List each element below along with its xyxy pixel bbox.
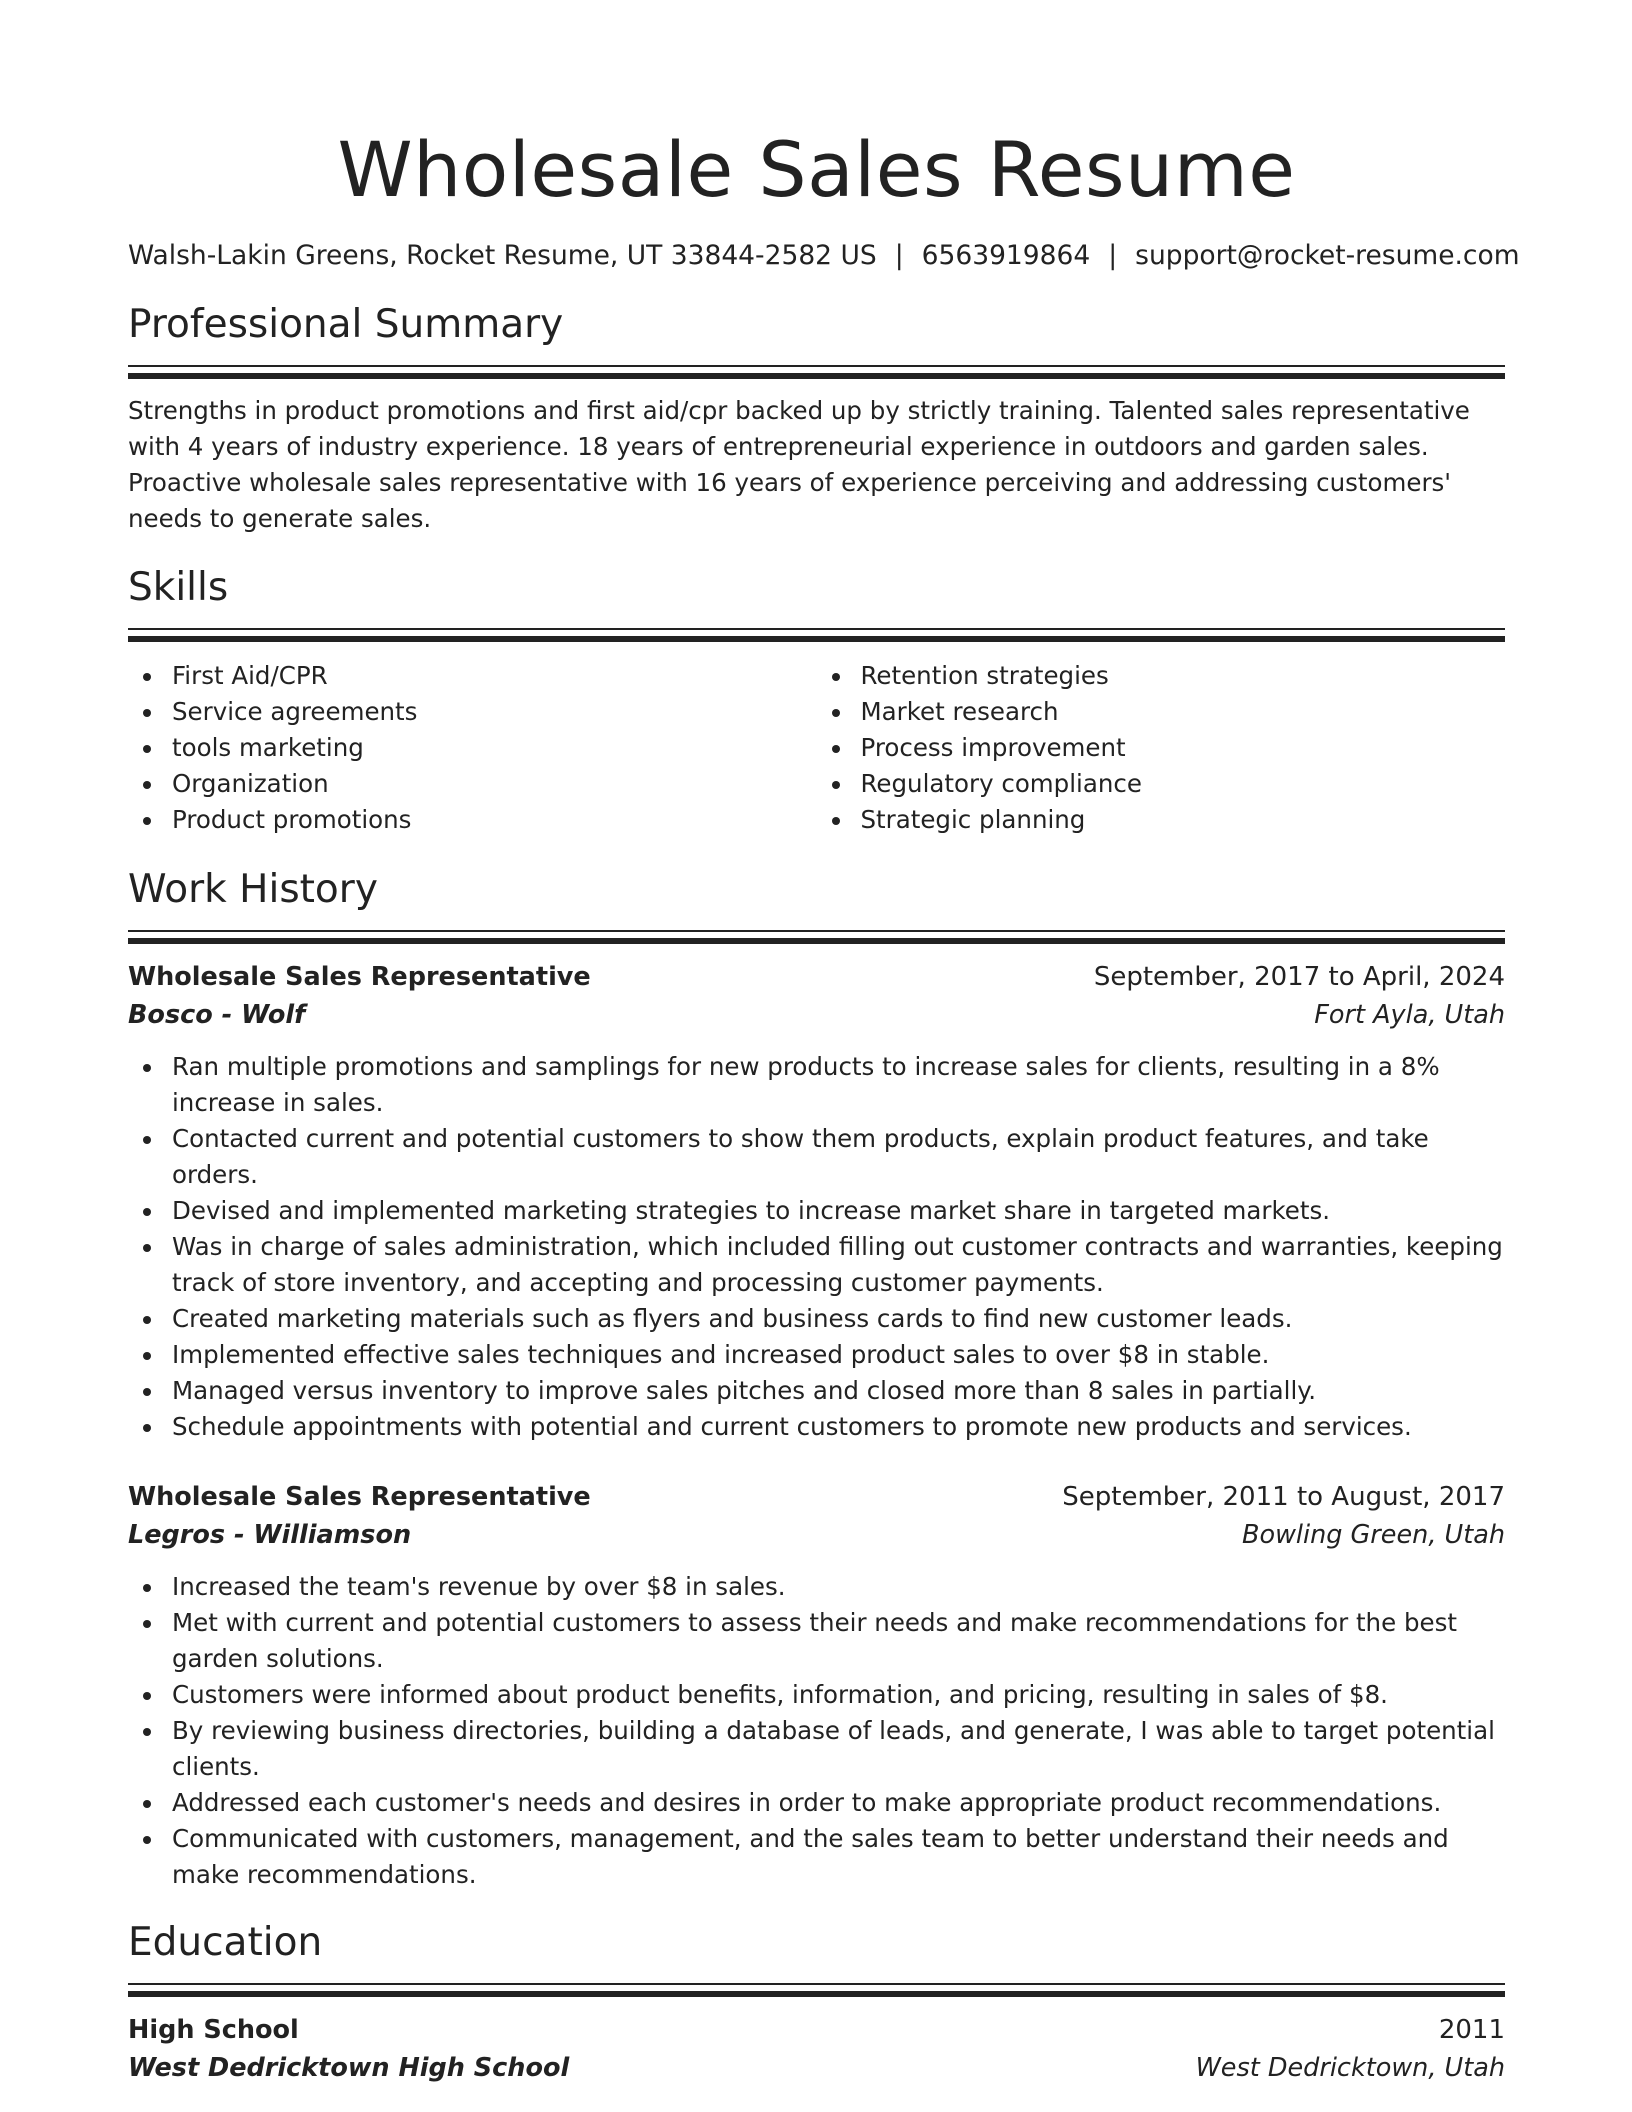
skill-item: Process improvement xyxy=(817,730,1506,766)
education-header-row xyxy=(128,2011,1505,2049)
skill-item: First Aid/CPR xyxy=(128,658,817,694)
skill-item: Regulatory compliance xyxy=(817,766,1506,802)
education-section xyxy=(128,1919,1505,2087)
job-dates: September, 2011 to August, 2017 xyxy=(1062,1482,1505,1512)
contact-phone: 6563919864 xyxy=(921,240,1091,271)
skill-item: Strategic planning xyxy=(817,802,1506,838)
job-company: Bosco - Wolf xyxy=(128,1000,306,1030)
section-divider xyxy=(128,930,1505,932)
education-entry xyxy=(128,2011,1505,2087)
job-bullet: Schedule appointments with potential and current customers to promote new products and services. xyxy=(128,1409,1505,1445)
section-divider xyxy=(128,1991,1505,1997)
job-header-row xyxy=(128,1478,1505,1516)
job-entry xyxy=(128,958,1505,1445)
job-bullet: Increased the team's revenue by over $8 in sales. xyxy=(128,1569,1505,1605)
skills-column-right xyxy=(817,658,1506,838)
job-company: Legros - Williamson xyxy=(128,1520,412,1550)
job-bullet: Customers were informed about product benefits, information, and pricing, resulting in sales of $8. xyxy=(128,1677,1505,1713)
job-bullet: Managed versus inventory to improve sales pitches and closed more than 8 sales in partially. xyxy=(128,1373,1505,1409)
contact-address: Walsh-Lakin Greens, Rocket Resume, UT 33844-2582 US xyxy=(128,240,877,271)
education-location: West Dedricktown, Utah xyxy=(1195,2053,1505,2083)
job-location: Fort Ayla, Utah xyxy=(1314,1000,1505,1030)
job-bullet: Contacted current and potential customers to show them products, explain product features, and take orders. xyxy=(128,1121,1505,1193)
job-company-row xyxy=(128,1516,1505,1554)
skill-item: Organization xyxy=(128,766,817,802)
skills-column-left xyxy=(128,658,817,838)
job-title: Wholesale Sales Representative xyxy=(128,962,591,992)
section-divider xyxy=(128,1983,1505,1985)
job-dates: September, 2017 to April, 2024 xyxy=(1093,962,1505,992)
job-title: Wholesale Sales Representative xyxy=(128,1482,591,1512)
skill-item: Product promotions xyxy=(128,802,817,838)
skills-section xyxy=(128,564,1505,838)
summary-section xyxy=(128,301,1505,537)
summary-text: Strengths in product promotions and first aid/cpr backed up by strictly training. Talented sales representative with 4 years of industry experience. 18 years of entrepreneurial experience in outdoors and garden sales. Proactive wholesale sales representative with 16 years of experience perceiving and addressing customers' needs to generate sales. xyxy=(128,396,1470,533)
job-bullet: Ran multiple promotions and samplings for new products to increase sales for clients, resulting in a 8% increase in sales. xyxy=(128,1049,1505,1121)
summary-heading: Professional Summary xyxy=(128,302,564,347)
skill-item: Market research xyxy=(817,694,1506,730)
section-divider xyxy=(128,373,1505,379)
skill-item: Service agreements xyxy=(128,694,817,730)
job-header-row xyxy=(128,958,1505,996)
skill-item: Retention strategies xyxy=(817,658,1506,694)
contact-line xyxy=(128,238,1520,274)
skills-columns xyxy=(128,658,1505,838)
job-bullet: By reviewing business directories, building a database of leads, and generate, I was able to target potential clients. xyxy=(128,1713,1505,1785)
job-bullet: Implemented effective sales techniques and increased product sales to over $8 in stable. xyxy=(128,1337,1505,1373)
education-year: 2011 xyxy=(1438,2015,1505,2045)
education-school-row xyxy=(128,2049,1505,2087)
contact-separator: | xyxy=(1108,240,1118,271)
job-bullet: Addressed each customer's needs and desires in order to make appropriate product recommendations. xyxy=(128,1785,1505,1821)
job-bullet: Was in charge of sales administration, which included filling out customer contracts and warranties, keeping track of store inventory, and accepting and processing customer payments. xyxy=(128,1229,1505,1301)
resume-page xyxy=(128,0,1520,2087)
resume-title: Wholesale Sales Resume xyxy=(337,125,1296,214)
job-bullet: Met with current and potential customers to assess their needs and make recommendations for the best garden solutions. xyxy=(128,1605,1505,1677)
job-company-row xyxy=(128,996,1505,1034)
job-bullet: Created marketing materials such as flyers and business cards to find new customer leads. xyxy=(128,1301,1505,1337)
skill-item: tools marketing xyxy=(128,730,817,766)
work-history-section xyxy=(128,866,1505,1893)
job-location: Bowling Green, Utah xyxy=(1241,1520,1505,1550)
contact-separator: | xyxy=(894,240,904,271)
section-divider xyxy=(128,938,1505,944)
job-bullet: Devised and implemented marketing strategies to increase market share in targeted markets. xyxy=(128,1193,1505,1229)
section-divider xyxy=(128,636,1505,642)
section-divider xyxy=(128,365,1505,367)
skills-heading: Skills xyxy=(128,565,229,610)
job-bullets xyxy=(128,1569,1505,1893)
education-heading: Education xyxy=(128,1920,323,1965)
job-entry xyxy=(128,1478,1505,1893)
education-degree: High School xyxy=(128,2015,299,2045)
work-history-heading: Work History xyxy=(128,867,378,912)
section-divider xyxy=(128,628,1505,630)
job-bullets xyxy=(128,1049,1505,1445)
job-bullet: Communicated with customers, management, and the sales team to better understand their needs and make recommendations. xyxy=(128,1821,1505,1893)
contact-email: support@rocket-resume.com xyxy=(1135,240,1520,271)
education-school: West Dedricktown High School xyxy=(128,2053,570,2083)
